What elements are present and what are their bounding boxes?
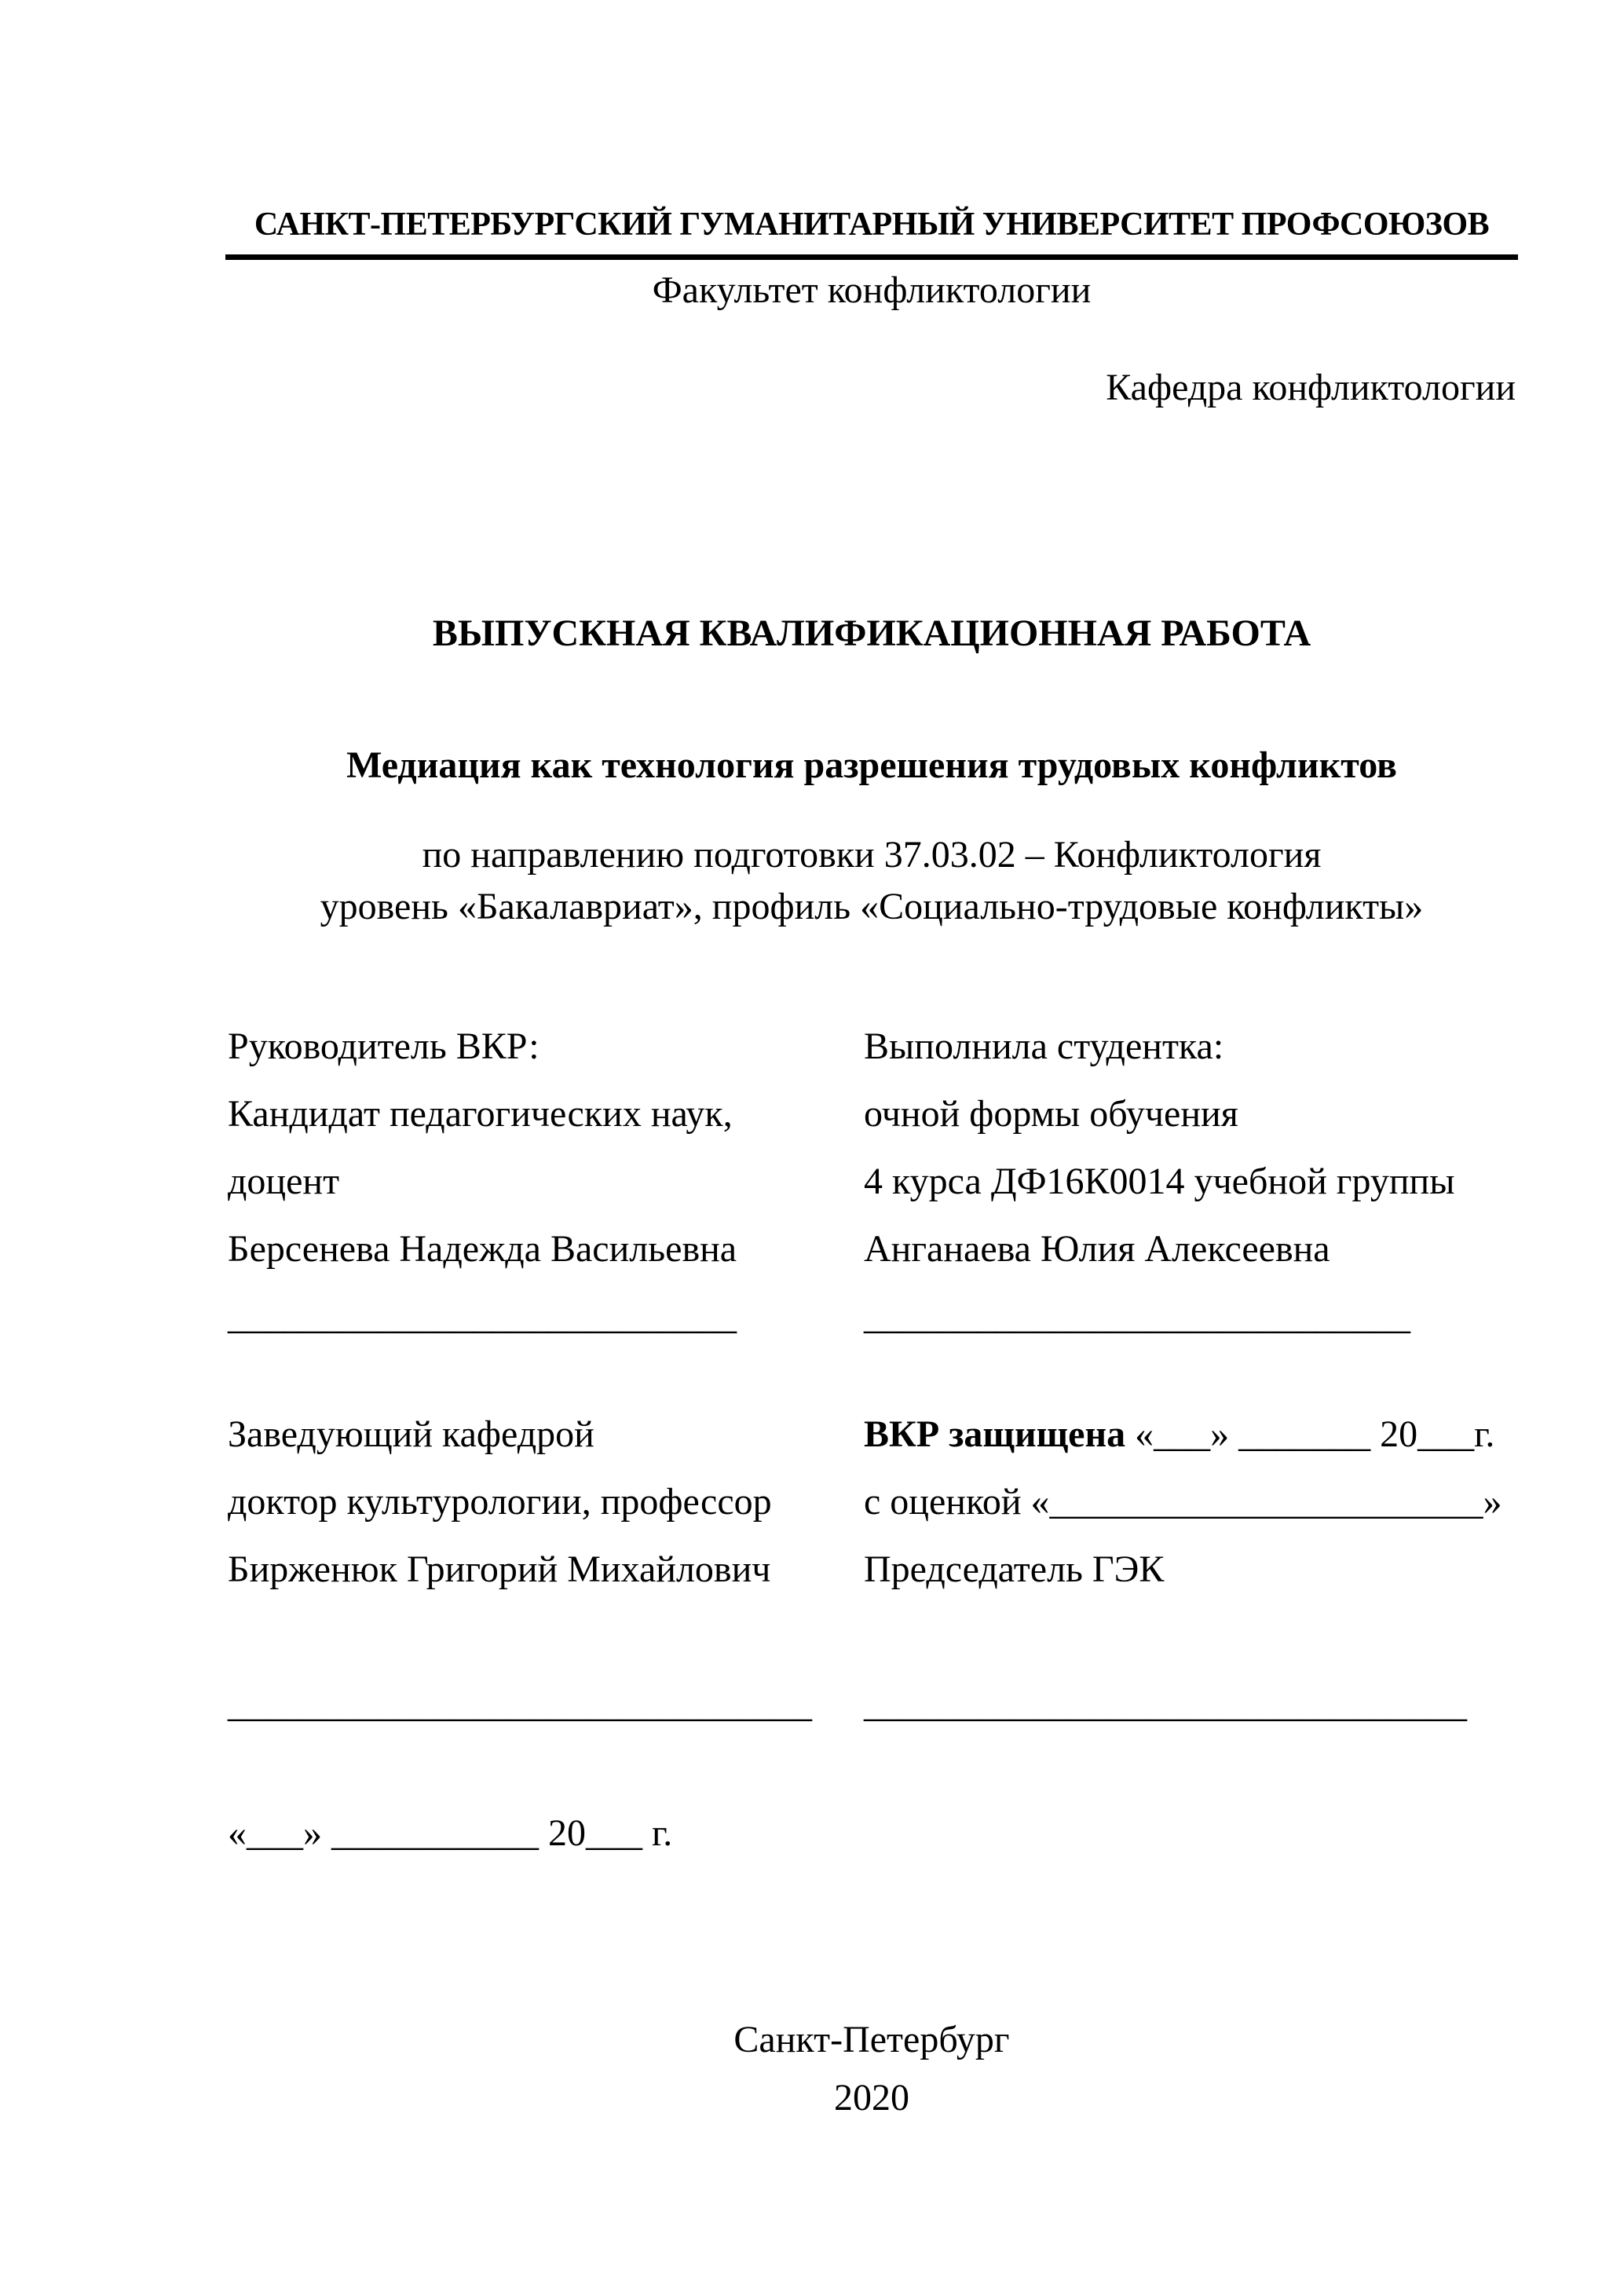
supervisor-column <box>228 1013 864 1351</box>
student-group: 4 курса ДФ16К0014 учебной группы <box>864 1161 1455 1202</box>
defense-status-line <box>864 1401 1516 1468</box>
city-name: Санкт-Петербург <box>733 2019 1010 2060</box>
program-line: по направлению подготовки 37.03.02 – Конфликтология <box>422 834 1322 876</box>
student-role: Выполнила студентка: <box>864 1026 1224 1067</box>
spacer <box>228 1603 864 1671</box>
student-study-form: очной формы обучения <box>864 1093 1238 1135</box>
student-column <box>864 1013 1516 1351</box>
supervisor-signature-line: ___________________________ <box>228 1296 737 1337</box>
head-role: Заведующий кафедрой <box>228 1413 594 1455</box>
head-degree: доктор культурологии, профессор <box>228 1481 772 1523</box>
department-name: Кафедра конфликтологии <box>1106 367 1516 408</box>
head-defense-section <box>228 1401 1516 1738</box>
student-signature-line: _____________________________ <box>864 1296 1410 1337</box>
supervisor-student-section <box>228 1013 1516 1351</box>
supervisor-name: Берсенева Надежда Васильевна <box>228 1228 737 1270</box>
header-rule <box>225 254 1518 260</box>
defense-date-blank: «___» _______ 20___г. <box>1125 1413 1495 1455</box>
spacer <box>864 1603 1516 1671</box>
faculty-name: Факультет конфликтологии <box>652 269 1092 311</box>
gek-chair: Председатель ГЭК <box>864 1548 1165 1590</box>
thesis-title: Медиация как технология разрешения трудовых конфликтов <box>346 744 1397 786</box>
footer-date-blank: «___» ___________ 20___ г. <box>228 1812 673 1854</box>
chair-signature-line: ________________________________ <box>864 1684 1467 1725</box>
department-head-column <box>228 1401 864 1738</box>
supervisor-position: доцент <box>228 1161 340 1202</box>
defense-column <box>864 1401 1516 1738</box>
work-type-title: ВЫПУСКНАЯ КВАЛИФИКАЦИОННАЯ РАБОТА <box>432 612 1311 654</box>
year: 2020 <box>834 2077 909 2119</box>
student-name: Анганаева Юлия Алексеевна <box>864 1228 1330 1270</box>
supervisor-degree: Кандидат педагогических наук, <box>228 1093 733 1135</box>
head-signature-line: _______________________________ <box>228 1684 812 1725</box>
level-profile-line: уровень «Бакалавриат», профиль «Социально-трудовые конфликты» <box>320 886 1424 927</box>
university-name: САНКТ-ПЕТЕРБУРГСКИЙ ГУМАНИТАРНЫЙ УНИВЕРСИТЕТ ПРОФСОЮЗОВ <box>254 207 1490 243</box>
supervisor-role: Руководитель ВКР: <box>228 1026 540 1067</box>
defense-grade-line: с оценкой «_______________________» <box>864 1481 1502 1523</box>
head-name: Бирженюк Григорий Михайлович <box>228 1548 771 1590</box>
defense-label: ВКР защищена <box>864 1413 1126 1455</box>
